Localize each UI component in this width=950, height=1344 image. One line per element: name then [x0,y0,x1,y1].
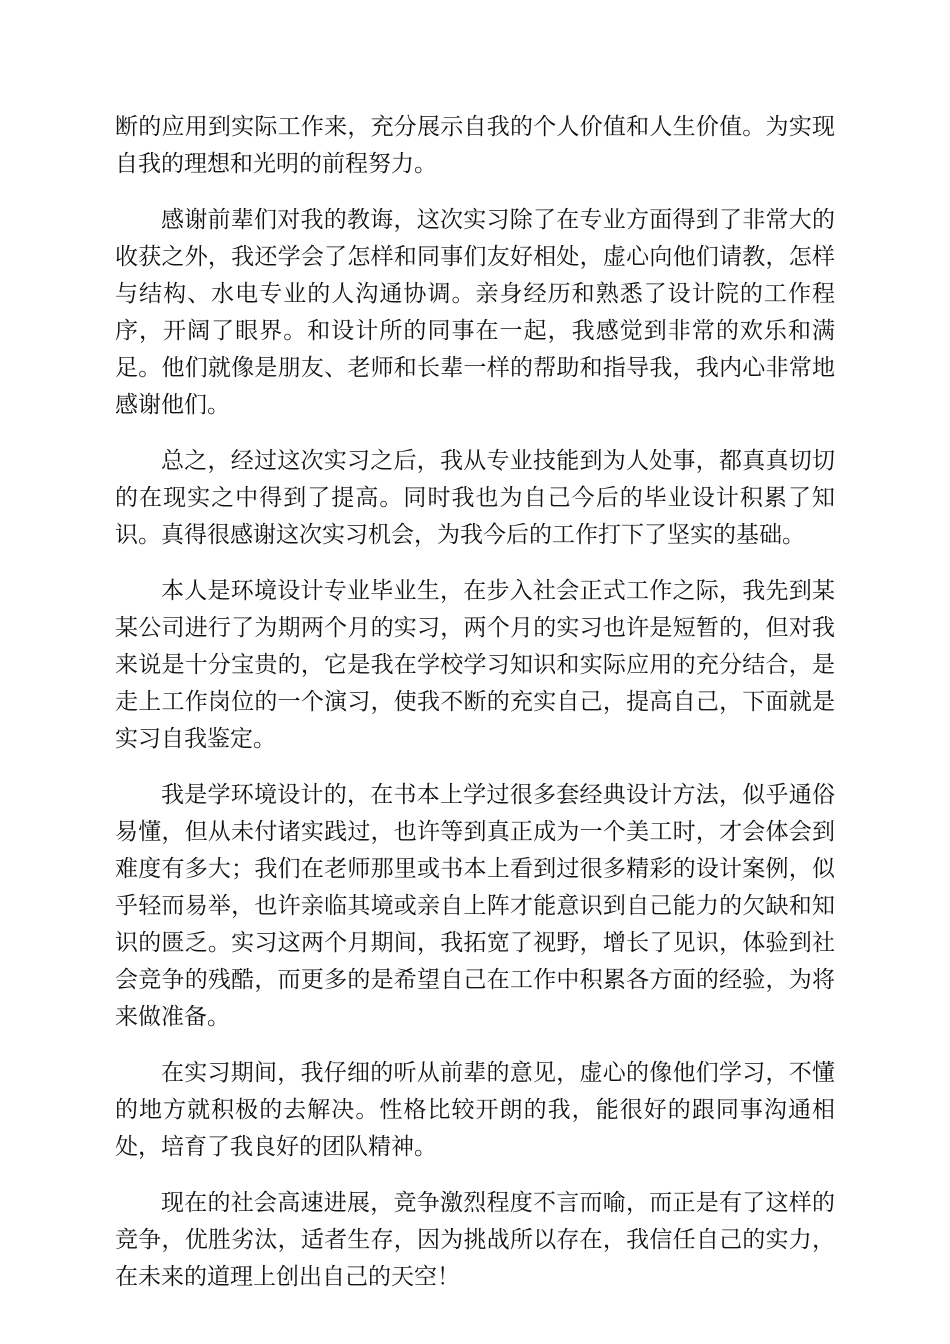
paragraph-2: 感谢前辈们对我的教诲，这次实习除了在专业方面得到了非常大的收获之外，我还学会了怎样和同事们友好相处，虚心向他们请教，怎样与结构、水电专业的人沟通协调。亲身经历和熟悉了设计院的工作程序，开阔了眼界。和设计所的同事在一起，我感觉到非常的欢乐和满足。他们就像是朋友、老师和长辈一样的帮助和指导我，我内心非常地感谢他们。 [115,207,835,418]
paragraph-5: 我是学环境设计的，在书本上学过很多套经典设计方法，似乎通俗易懂，但从未付诸实践过，也许等到真正成为一个美工时，才会体会到难度有多大；我们在老师那里或书本上看到过很多精彩的设计案例，似乎轻而易举，也许亲临其境或亲自上阵才能意识到自己能力的欠缺和知识的匮乏。实习这两个月期间，我拓宽了视野，增长了见识，体验到社会竞争的残酷，而更多的是希望自己在工作中积累各方面的经验，为将来做准备。 [115,782,835,1030]
paragraph-1: 断的应用到实际工作来，充分展示自我的个人价值和人生价值。为实现自我的理想和光明的前程努力。 [115,114,835,177]
paragraph-6: 在实习期间，我仔细的听从前辈的意见，虚心的像他们学习，不懂的地方就积极的去解决。性格比较开朗的我，能很好的跟同事沟通相处，培育了我良好的团队精神。 [115,1060,835,1160]
paragraph-7: 现在的社会高速进展，竞争激烈程度不言而喻，而正是有了这样的竞争，优胜劣汰，适者生存，因为挑战所以存在，我信任自己的实力，在未来的道理上创出自己的天空！ [115,1190,835,1290]
paragraph-4: 本人是环境设计专业毕业生，在步入社会正式工作之际，我先到某某公司进行了为期两个月的实习，两个月的实习也许是短暂的，但对我来说是十分宝贵的，它是我在学校学习知识和实际应用的充分结合，是走上工作岗位的一个演习，使我不断的充实自己，提高自己，下面就是实习自我鉴定。 [115,578,835,752]
document-body [115,109,835,1315]
paragraph-3: 总之，经过这次实习之后，我从专业技能到为人处事，都真真切切的在现实之中得到了提高。同时我也为自己今后的毕业设计积累了知识。真得很感谢这次实习机会，为我今后的工作打下了坚实的基础。 [115,448,835,548]
